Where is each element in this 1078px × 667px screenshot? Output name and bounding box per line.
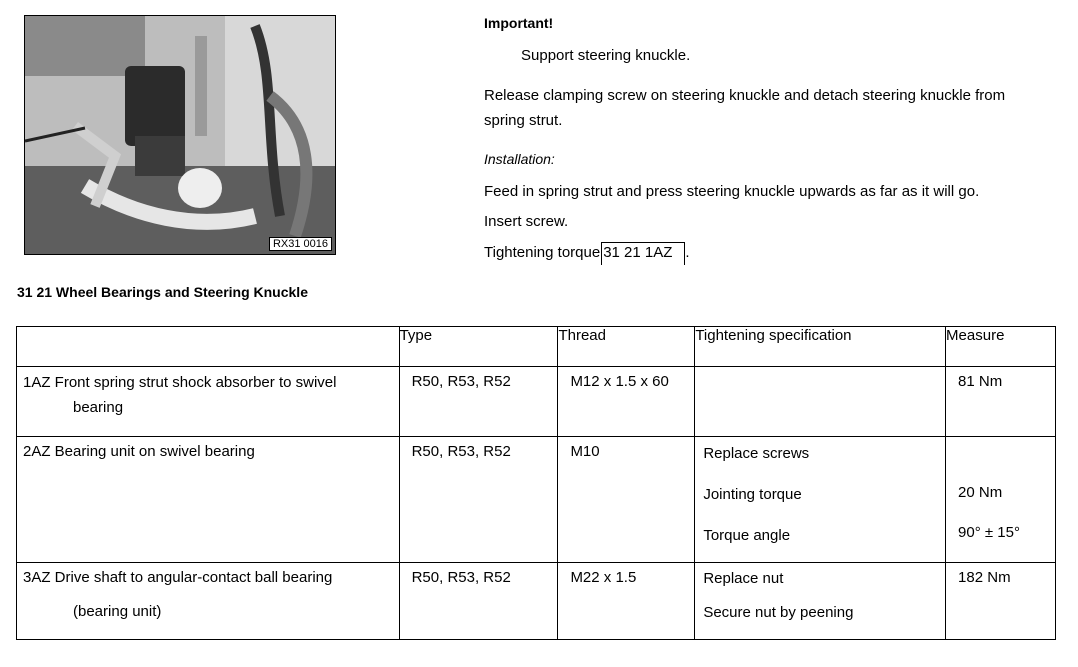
row3-measure: 182 Nm: [958, 569, 1011, 586]
installation-label: Installation:: [484, 151, 555, 167]
row3-item-line2: (bearing unit): [73, 603, 162, 620]
header-item: [17, 327, 400, 367]
header-spec: Tightening specification: [695, 327, 946, 367]
row2-measure-blank: [958, 444, 1043, 464]
important-label: Important!: [484, 15, 554, 31]
row2-measure-angle: 90° ± 15°: [958, 524, 1020, 541]
header-type: Type: [399, 327, 558, 367]
row2-spec-replace-screws: Replace screws: [703, 445, 810, 462]
tightening-end: .: [685, 244, 690, 261]
technical-photo: [24, 15, 336, 255]
row1-spec: [695, 367, 946, 437]
photo-illustration: [25, 16, 335, 254]
row2-measure-jointing: 20 Nm: [958, 484, 1003, 501]
row1-item-line2: bearing: [73, 399, 124, 416]
row1-thread: M12 x 1.5 x 60: [570, 373, 669, 390]
row2-thread: M10: [570, 443, 600, 460]
row3-thread: M22 x 1.5: [570, 569, 637, 586]
release-note-line2: spring strut.: [484, 112, 563, 129]
specification-table: [16, 326, 1056, 640]
table-row: [17, 563, 1056, 640]
release-note-line1: Release clamping screw on steering knuckle and detach steering knuckle from: [484, 87, 1006, 104]
tightening-label: Tightening torque: [484, 244, 601, 261]
row1-item: [17, 367, 400, 437]
insert-note: Insert screw.: [484, 213, 569, 230]
section-title: 31 21 Wheel Bearings and Steering Knuckle: [17, 284, 308, 300]
row3-spec-replace-nut: Replace nut: [703, 570, 784, 587]
row1-type: R50, R53, R52: [411, 373, 511, 390]
tightening-reference-link[interactable]: 31 21 1AZ: [601, 242, 685, 265]
feed-note: Feed in spring strut and press steering knuckle upwards as far as it will go.: [484, 183, 980, 200]
table-row: [17, 437, 1056, 563]
row1-item-line1: 1AZ Front spring strut shock absorber to swivel: [23, 374, 337, 391]
row3-spec-secure-nut: Secure nut by peening: [703, 604, 854, 621]
tightening-torque-line: [484, 240, 690, 265]
table-row: [17, 367, 1056, 437]
support-note: Support steering knuckle.: [521, 47, 691, 64]
row2-type: R50, R53, R52: [411, 443, 511, 460]
row3-type: R50, R53, R52: [411, 569, 511, 586]
row2-item-line1: 2AZ Bearing unit on swivel bearing: [23, 443, 255, 460]
row3-item-line1: 3AZ Drive shaft to angular-contact ball bearing: [23, 569, 333, 586]
row2-spec-jointing-torque: Jointing torque: [703, 486, 802, 503]
row1-measure: 81 Nm: [958, 373, 1003, 390]
header-thread: Thread: [558, 327, 695, 367]
header-measure: Measure: [946, 327, 1056, 367]
photo-label: RX31 0016: [269, 237, 332, 251]
table-header-row: [17, 327, 1056, 367]
row2-spec-torque-angle: Torque angle: [703, 527, 791, 544]
